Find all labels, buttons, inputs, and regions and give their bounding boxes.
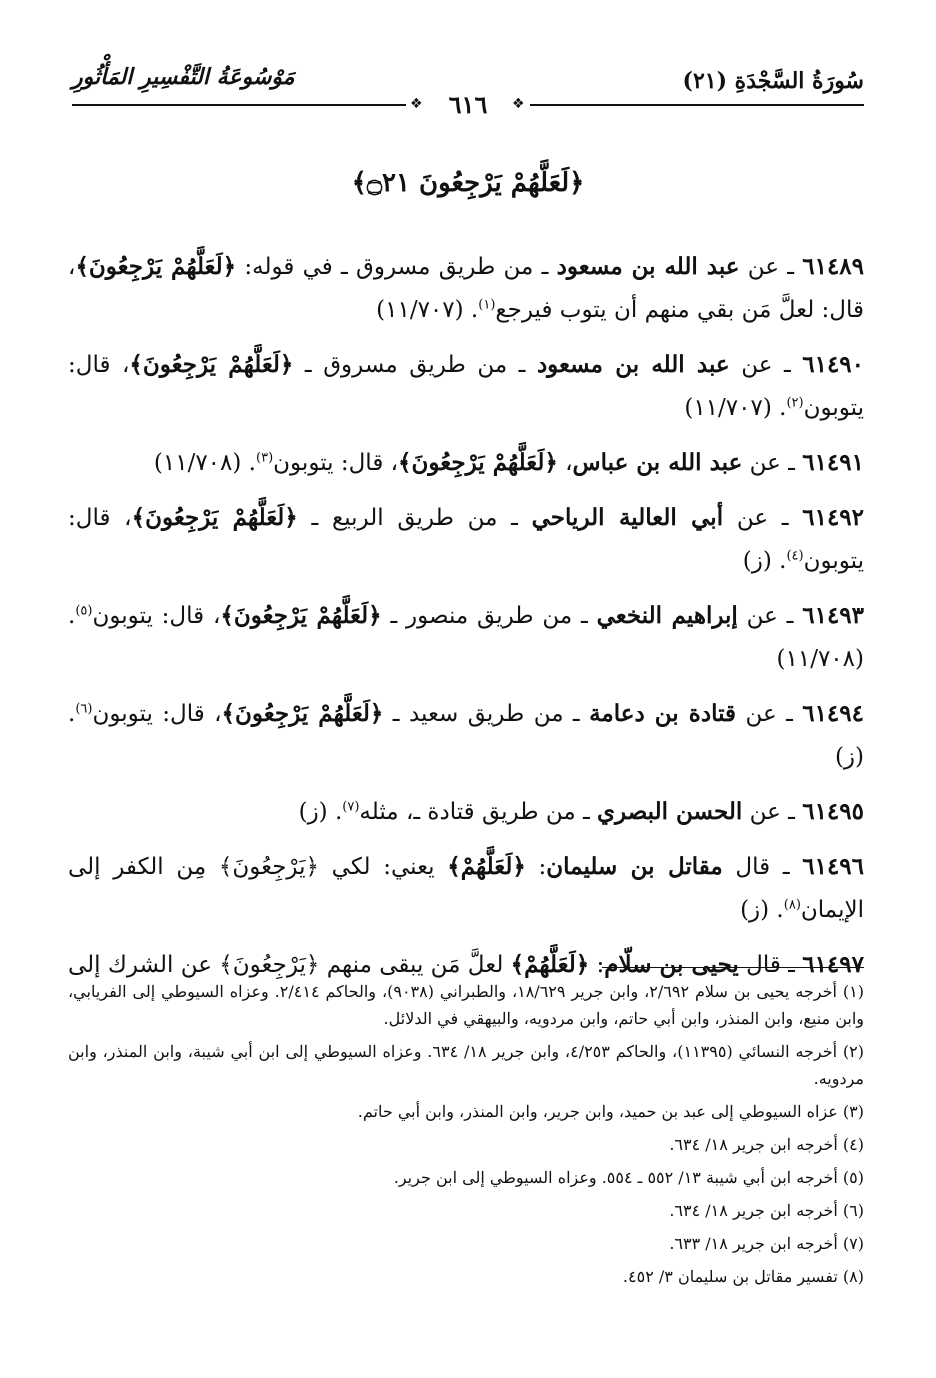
narration-number: ٦١٤٩٤ — [802, 700, 864, 727]
narration-text: ، — [557, 450, 573, 476]
narration-text: ، قال: يتوبون — [92, 701, 222, 727]
quran-quote: ﴿لَعَلَّهُمْ﴾ — [447, 853, 526, 880]
narration-entry — [68, 790, 864, 834]
narration-number: ٦١٤٩٧ — [802, 951, 864, 978]
footnote: (٢) أخرجه النسائي (١١٣٩٥)، والحاكم ٤/٢٥٣، وابن جرير ١٨/ ٦٣٤. وعزاه السيوطي إلى ابن أبي شيبة، وابن المنذر، وابن مردويه. — [68, 1042, 864, 1088]
narration-text: يعني: لكي ﴿يَرْجِعُونَ﴾ مِن الكفر إلى الإيمان — [68, 854, 864, 923]
footnote: (٤) أخرجه ابن جرير ١٨/ ٦٣٤. — [669, 1135, 864, 1154]
narration-text: ـ قال — [738, 952, 803, 978]
footnote-ref[interactable]: (٣) — [256, 450, 274, 466]
narration-text: ـ قال — [722, 854, 803, 880]
page-number: ٦١٦ — [448, 90, 488, 119]
narration-text: ، قال: يتوبون — [68, 352, 864, 421]
narration-entry — [68, 245, 864, 332]
reference-tail: . (١١/٧٠٧) — [684, 395, 787, 421]
running-title-surah: سُورَةُ السَّجْدَةِ (٢١) — [682, 68, 864, 94]
narrator-name: قتادة بن دعامة — [589, 700, 737, 727]
narration-entry — [68, 496, 864, 583]
footnote-ref[interactable]: (٢) — [786, 395, 804, 411]
narrator-name: عبد الله بن مسعود — [536, 351, 730, 378]
quran-quote: ﴿لَعَلَّهُمْ﴾ — [510, 951, 590, 978]
narration-entry — [68, 343, 864, 430]
narrations — [68, 245, 864, 998]
narration-text: ، قال: يتوبون — [92, 603, 221, 629]
narrator-name: مقاتل بن سليمان — [546, 853, 723, 880]
narration-text: ـ من طريق منصور ـ — [381, 603, 597, 629]
narrator-name: أبي العالية الرياحي — [531, 504, 724, 531]
narration-number: ٦١٤٩١ — [802, 449, 864, 476]
narration-text: ـ عن — [742, 799, 803, 825]
narration-text: ـ من طريق سعيد ـ — [383, 701, 590, 727]
narrator-name: عبد الله بن مسعود — [556, 253, 740, 280]
narration-text: ، قال: يتوبون — [273, 450, 399, 476]
narrator-name: عبد الله بن عباس — [572, 449, 743, 476]
footnote-ref[interactable]: (٦) — [75, 701, 93, 717]
footnote-separator — [602, 967, 864, 968]
narration-text: ـ عن — [742, 450, 803, 476]
narration-number: ٦١٤٨٩ — [802, 253, 865, 280]
quran-quote: ﴿لَعَلَّهُمْ يَرْجِعُونَ﴾ — [221, 700, 384, 727]
narration-text: لعلَّ مَن يبقى منهم ﴿يَرْجِعُونَ﴾ عن الشرك إلى — [67, 952, 511, 978]
narration-text: ، قال: يتوبون — [68, 505, 864, 574]
quran-quote: ﴿لَعَلَّهُمْ يَرْجِعُونَ﴾ — [131, 504, 298, 531]
footnote: (٥) أخرجه ابن أبي شيبة ١٣/ ٥٥٢ ـ ٥٥٤. وعزاه السيوطي إلى ابن جرير. — [393, 1168, 864, 1187]
footnote: (٨) تفسير مقاتل بن سليمان ٣/ ٤٥٢. — [622, 1267, 864, 1286]
reference-tail: . (١١/٧٠٨) — [68, 603, 864, 672]
quran-quote: ﴿لَعَلَّهُمْ يَرْجِعُونَ﴾ — [129, 351, 294, 378]
narration-entry — [68, 845, 864, 932]
narration-text: ـ عن — [723, 505, 803, 531]
narration-number: ٦١٤٩٦ — [802, 853, 865, 880]
narration-text: ـ عن — [729, 352, 803, 378]
narration-entry — [68, 441, 864, 485]
narration-number: ٦١٤٩٥ — [802, 798, 864, 825]
narration-text: ـ عن — [739, 254, 803, 280]
narrator-name: إبراهيم النخعي — [596, 602, 738, 629]
narration-text: ـ من طريق مسروق ـ في قوله: — [236, 254, 557, 280]
narration-text: : — [589, 952, 605, 978]
narration-text: ـ من طريق قتادة ـ، مثله — [359, 799, 598, 825]
narration-text: ، قال: لعلَّ مَن بقي منهم أن يتوب فيرجع — [68, 254, 864, 323]
verse-heading: ﴿لَعَلَّهُمْ يَرْجِعُونَ ۝٢١﴾ — [351, 168, 585, 198]
footnote-ref[interactable]: (٥) — [75, 603, 93, 619]
quran-quote: ﴿لَعَلَّهُمْ يَرْجِعُونَ﴾ — [220, 602, 382, 629]
footnote: (٧) أخرجه ابن جرير ١٨/ ٦٣٣. — [669, 1234, 864, 1253]
reference-tail: . (ز) — [298, 799, 343, 825]
narration-text: : — [525, 854, 547, 880]
narration-text: ـ عن — [736, 701, 803, 727]
narration-number: ٦١٤٩٠ — [802, 351, 865, 378]
narration-entry — [68, 594, 864, 681]
narrator-name: يحيى بن سلّام — [604, 951, 739, 978]
footnote-ref[interactable]: (٤) — [786, 548, 804, 564]
narration-number: ٦١٤٩٣ — [802, 602, 865, 629]
narration-text: ـ من طريق الربيع ـ — [297, 505, 532, 531]
reference-tail: . (ز) — [740, 897, 784, 923]
footnote-ref[interactable]: (٨) — [783, 897, 801, 913]
running-title-book: مَوْسُوعَةُ التَّفْسِيرِ المَأْثُورِ — [72, 64, 295, 90]
footnote: (٦) أخرجه ابن جرير ١٨/ ٦٣٤. — [669, 1201, 864, 1220]
narration-text: ـ عن — [737, 603, 803, 629]
narrator-name: الحسن البصري — [597, 798, 743, 825]
footnote: (١) أخرجه يحيى بن سلام ٢/٦٩٢، وابن جرير ١٨/٦٢٩، والطبراني (٩٠٣٨)، والحاكم ٢/٤١٤. وعزاه السيوطي إلى الفريابي، وابن منيع، وابن المنذر، وابن أبي حاتم، وابن مردويه، والبيهقي في الدلائل. — [68, 982, 864, 1028]
footnote: (٣) عزاه السيوطي إلى عبد بن حميد، وابن جرير، وابن المنذر، وابن أبي حاتم. — [357, 1102, 864, 1121]
footnotes — [68, 978, 864, 1296]
footnote-ref[interactable]: (٧) — [342, 799, 360, 815]
narration-text: ـ من طريق مسروق ـ — [293, 352, 537, 378]
reference-tail: . (ز) — [68, 701, 864, 770]
ornament-icon: ❖ — [512, 96, 525, 112]
reference-tail: . (١١/٧٠٧) — [376, 297, 479, 323]
quran-quote: ﴿لَعَلَّهُمْ يَرْجِعُونَ﴾ — [398, 449, 558, 476]
reference-tail: . (١١/٧٠٨) — [153, 450, 256, 476]
narration-number: ٦١٤٩٢ — [802, 504, 865, 531]
reference-tail: . (ز) — [742, 548, 787, 574]
quran-quote: ﴿لَعَلَّهُمْ يَرْجِعُونَ﴾ — [75, 253, 237, 280]
narration-entry — [68, 692, 864, 779]
ornament-icon: ❖ — [410, 96, 423, 112]
footnote-ref[interactable]: (١) — [478, 297, 496, 313]
